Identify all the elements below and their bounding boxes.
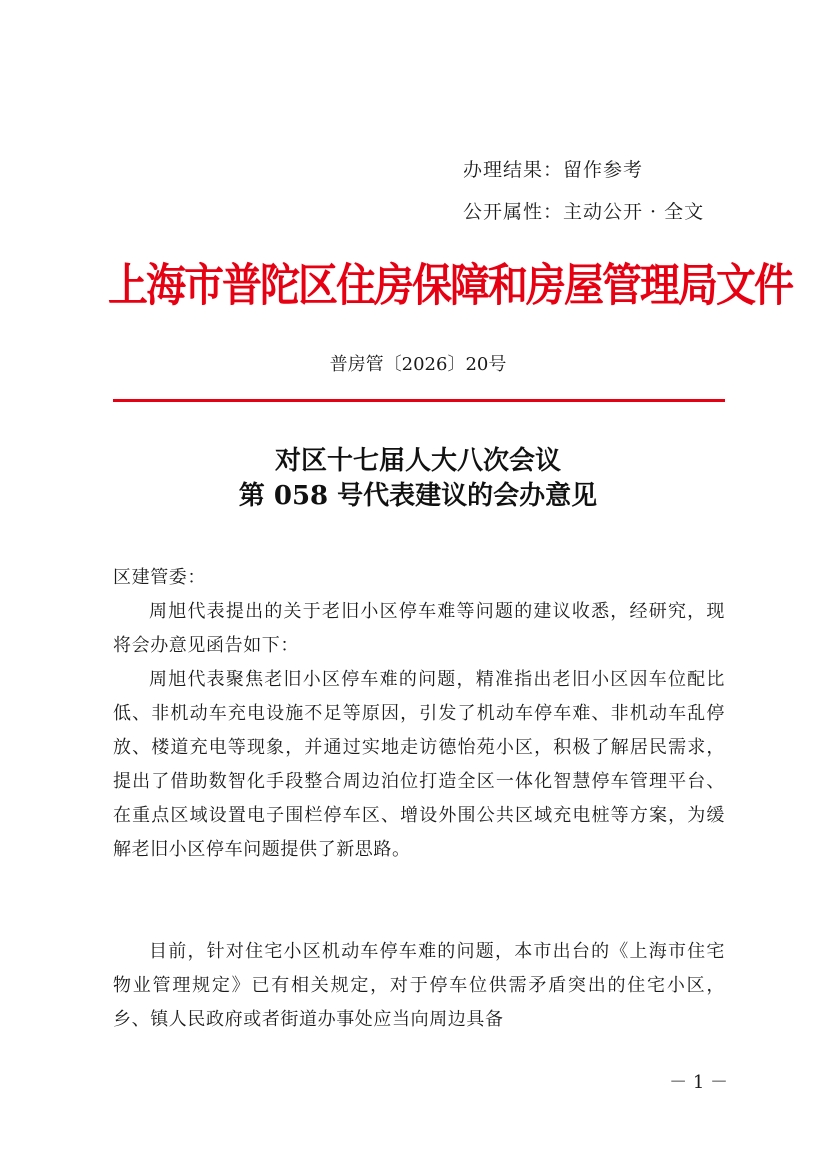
document-title-line-1: 对区十七届人大八次会议 <box>274 446 561 476</box>
document-number: 普房管〔2026〕20号 <box>329 354 507 375</box>
body-paragraph: 周旭代表聚焦老旧小区停车难的问题，精准指出老旧小区因车位配比低、非机动车充电设施不足等原因，引发了机动车停车难、非机动车乱停放、楼道充电等现象，并通过实地走访德怡苑小区，积极了解居民需求，提出了借助数智化手段整合周边泊位打造全区一体化智慧停车管理平台、在重点区域设置电子围栏停车区、增设外围公共区域充电桩等方案，为缓解老旧小区停车问题提供了新思路。 <box>113 669 725 860</box>
disclosure-attribute: 公开属性：主动公开 · 全文 <box>463 201 705 223</box>
handling-result: 办理结果：留作参考 <box>463 159 644 181</box>
salutation: 区建管委： <box>113 567 206 588</box>
document-title-line-2: 第 058 号代表建议的会办意见 <box>238 481 598 511</box>
page-number: － 1 － <box>669 1072 728 1093</box>
agency-red-header-title: 上海市普陀区住房保障和房屋管理局文件 <box>108 260 792 312</box>
red-separator-line <box>113 399 725 402</box>
body-paragraph: 目前，针对住宅小区机动车停车难的问题，本市出台的《上海市住宅物业管理规定》已有相关规定，对于停车位供需矛盾突出的住宅小区，乡、镇人民政府或者街道办事处应当向周边具备 <box>113 941 725 1030</box>
body-paragraph: 周旭代表提出的关于老旧小区停车难等问题的建议收悉，经研究，现将会办意见函告如下： <box>113 601 725 656</box>
